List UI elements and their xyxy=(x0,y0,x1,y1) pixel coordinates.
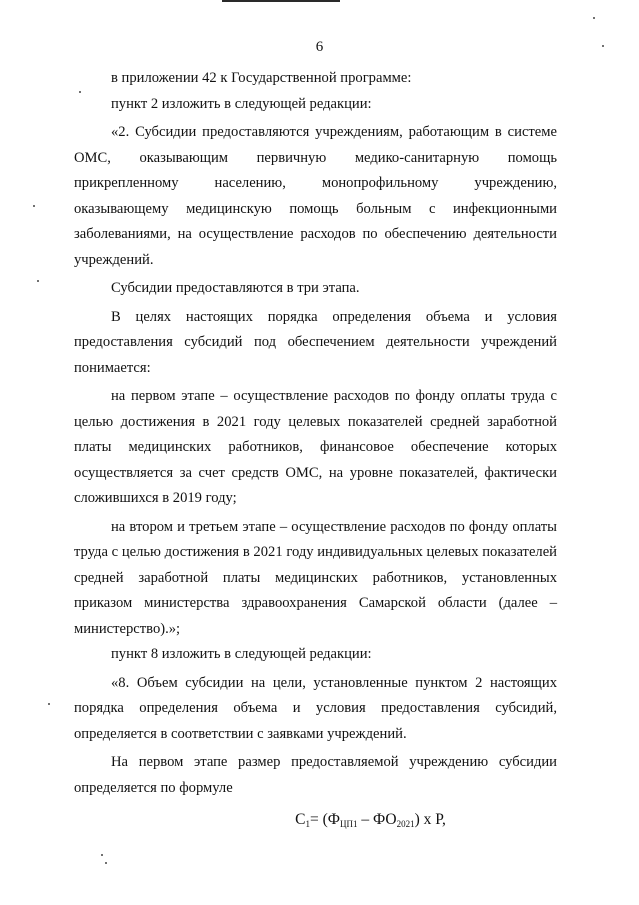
formula-lhs: С xyxy=(295,811,306,828)
scan-speck xyxy=(105,862,107,864)
paragraph-point2-text: «2. Субсидии предоставляются учреждениям, работающим в системе ОМС, оказывающим первичную медико-санитарную помощь прикрепленному населению, монопрофильному учреждению, оказывающему медицинскую помощь больным с инфекционными заболеваниями, на осуществление расходов по обеспечению деятельности учреждений. xyxy=(74,124,557,268)
scan-speck xyxy=(48,703,50,705)
scan-speck xyxy=(101,854,103,856)
scan-speck xyxy=(37,280,39,282)
formula-term1-subscript: ЦП1 xyxy=(340,819,358,829)
top-edge-rule xyxy=(222,0,340,2)
formula-minus: – ФО xyxy=(357,811,397,828)
paragraph-formula-intro: На первом этапе размер предоставляемой учреждению субсидии определяется по формуле xyxy=(74,754,557,796)
paragraph-point8-instruction: пункт 8 изложить в следующей редакции: xyxy=(111,646,372,662)
paragraph-point2-instruction: пункт 2 изложить в следующей редакции: xyxy=(111,95,372,112)
formula-equals: = (Ф xyxy=(309,811,340,828)
paragraph-stages: Субсидии предоставляются в три этапа. xyxy=(111,280,360,296)
paragraph-stage-two-three: на втором и третьем этапе – осуществление расходов по фонду оплаты труда с целью достижения в 2021 году индивидуальных целевых показателей средней заработной платы медицинских работников, установленных приказом министерства здравоохранения Самарской области (далее – министерство).»; xyxy=(74,518,557,637)
document-body xyxy=(74,66,557,833)
paragraph-stage-one: на первом этапе – осуществление расходов по фонду оплаты труда с целью достижения в 2021 году целевых показателей средней заработной платы медицинских работников, финансовое обеспечение которых осуществляется за счет средств ОМС, на уровне показателей, фактически сложившихся в 2019 году; xyxy=(74,388,557,506)
formula-tail: ) х Р, xyxy=(414,811,446,828)
scan-speck xyxy=(33,205,35,207)
paragraph-point8-text: «8. Объем субсидии на цели, установленные пунктом 2 настоящих порядка определения объема и условия предоставления субсидий, определяется в соответствии с заявками учреждений. xyxy=(74,674,557,742)
formula-term2-subscript: 2021 xyxy=(396,819,415,829)
paragraph-intro: в приложении 42 к Государственной программе: xyxy=(111,70,412,86)
subsidy-formula xyxy=(74,807,557,833)
page-number: 6 xyxy=(315,39,324,55)
paragraph-definition: В целях настоящих порядка определения объема и условия предоставления субсидий под обеспечением деятельности учреждений понимается: xyxy=(74,308,557,376)
formula-lhs-subscript: 1 xyxy=(305,819,310,829)
scan-speck xyxy=(593,17,595,19)
